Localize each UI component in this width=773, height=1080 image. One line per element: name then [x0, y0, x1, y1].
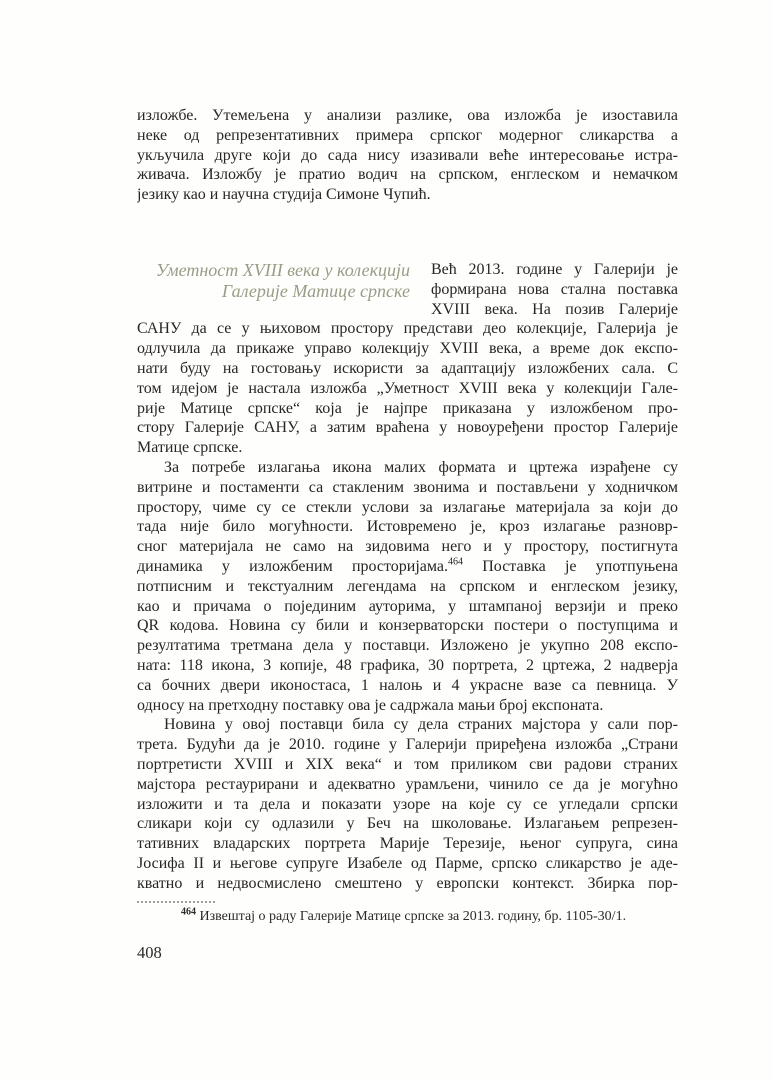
paragraph-intro — [137, 106, 678, 205]
text-line-with-footnote-ref — [137, 557, 678, 577]
footnote-text: Извештај о раду Галерије Матице српске за 2013. годину, бр. 1105-30/1. — [196, 909, 627, 925]
text-line: резултатима третмана дела у поставци. Изложено је укупно 208 експо- — [137, 637, 678, 655]
text-line: том идејом је настала изложба „Уметност XVIII века у колекцији Гале- — [137, 379, 678, 397]
section-heading-line: Галерије Матице српске — [221, 281, 410, 302]
text-segment: динамика у изложбеним просторијама. — [137, 557, 449, 575]
text-line: Матице српске. — [137, 439, 243, 457]
footnote — [137, 907, 678, 926]
section-heading-line: Уметност XVIII века у колекцији — [155, 259, 410, 280]
text-line: као и причама о појединим ауторима, у штампаној верзији и преко — [137, 597, 678, 615]
text-line: сног материјала не само на зидовима него и у простору, постигнута — [137, 538, 678, 556]
text-line: укључила друге који до сада нису изазивали веће интересовање истра- — [137, 146, 678, 164]
paragraph-display-setup — [137, 458, 678, 715]
text-line: QR кодова. Новина су били и конзерваторски постери о поступцима и — [137, 617, 678, 635]
text-line: мајстора рестаурирани и адекватно урамљени, чинило се да је могућно — [137, 775, 678, 793]
text-line: нати буду на гостовању искористи за адаптацију изложбених сала. С — [137, 359, 678, 377]
text-line: Јосифа II и његове супруге Изабеле од Парме, српско сликарство је аде- — [137, 854, 678, 872]
paragraph-section-continued — [137, 319, 678, 458]
text-line: одлучила да прикаже управо колекцију XVIII века, а време док експо- — [137, 340, 678, 358]
text-line: простору, чиме су се стекли услови за излагање материјала за који до — [137, 498, 678, 516]
text-line: изложбе. Утемељена у анализи разлике, ова изложба је изоставила — [137, 107, 678, 124]
text-line: САНУ да се у њиховом простору представи део колекције, Галерија је — [137, 320, 678, 338]
text-line: живача. Изложбу је пратио водич на српском, енглеском и немачком — [137, 166, 678, 184]
text-block — [137, 106, 678, 963]
paragraph-foreign-masters — [137, 715, 678, 893]
text-line: стору Галерије САНУ, а затим враћена у новоуређени простор Галерије — [137, 419, 678, 437]
text-line: За потребе излагања икона малих формата и цртежа израђене су — [164, 458, 678, 476]
section-header-row — [137, 260, 678, 319]
text-line: Новина у овој поставци била су дела страних мајстора у сали пор- — [164, 716, 678, 734]
text-line: формирана нова стална поставка — [431, 280, 678, 298]
text-line: односу на претходну поставку ова је садржала мањи број експоната. — [137, 696, 604, 714]
text-line: XVIII века. На позив Галерије — [431, 300, 678, 318]
text-line: Већ 2013. године у Галерији је — [431, 260, 678, 278]
text-line: портретисти XVIII и XIX века“ и том приликом сви радови страних — [137, 755, 678, 773]
text-line: неке од репрезентативних примера српског модерног сликарства а — [137, 126, 678, 144]
text-line: витрине и постаменти са стакленим звонима и постављени у ходничком — [137, 478, 678, 496]
page-number: 408 — [137, 943, 162, 963]
text-line: рије Матице српске“ која је најпре приказана у изложбеном про- — [137, 399, 678, 417]
text-line: сликари који су одлазили у Беч на школовање. Излагањем репрезен- — [137, 815, 678, 833]
footnote-reference: 464 — [448, 556, 464, 568]
section-heading — [137, 260, 410, 319]
text-line: изложити и та дела и показати узоре на које су се угледали српски — [137, 795, 678, 813]
text-line: тативних владарских портрета Марије Терезије, њеног супруга, сина — [137, 835, 678, 853]
text-line: потписним и текстуалним легендама на српском и енглеском језику, — [137, 577, 678, 595]
text-line: тада није било могућности. Истовремено је, кроз излагање разновр- — [137, 518, 678, 536]
text-segment: Поставка је употпуњена — [463, 557, 678, 575]
text-line: језику као и научна студија Симоне Чупић. — [137, 186, 431, 204]
text-line: трета. Будући да је 2010. године у Галерији приређена изложба „Страни — [137, 736, 678, 754]
section-opening-column — [431, 260, 678, 319]
text-line: кватно и недвосмислено смештено у европски контекст. Збирка пор- — [137, 874, 678, 892]
text-line: са бочних двери иконостаса, 1 налоњ и 4 украсне вазе са певница. У — [137, 676, 678, 694]
footnote-separator — [137, 901, 215, 903]
text-line: ната: 118 икона, 3 копије, 48 графика, 30 портрета, 2 цртежа, 2 надверја — [137, 656, 678, 674]
footnote-marker: 464 — [181, 906, 196, 918]
